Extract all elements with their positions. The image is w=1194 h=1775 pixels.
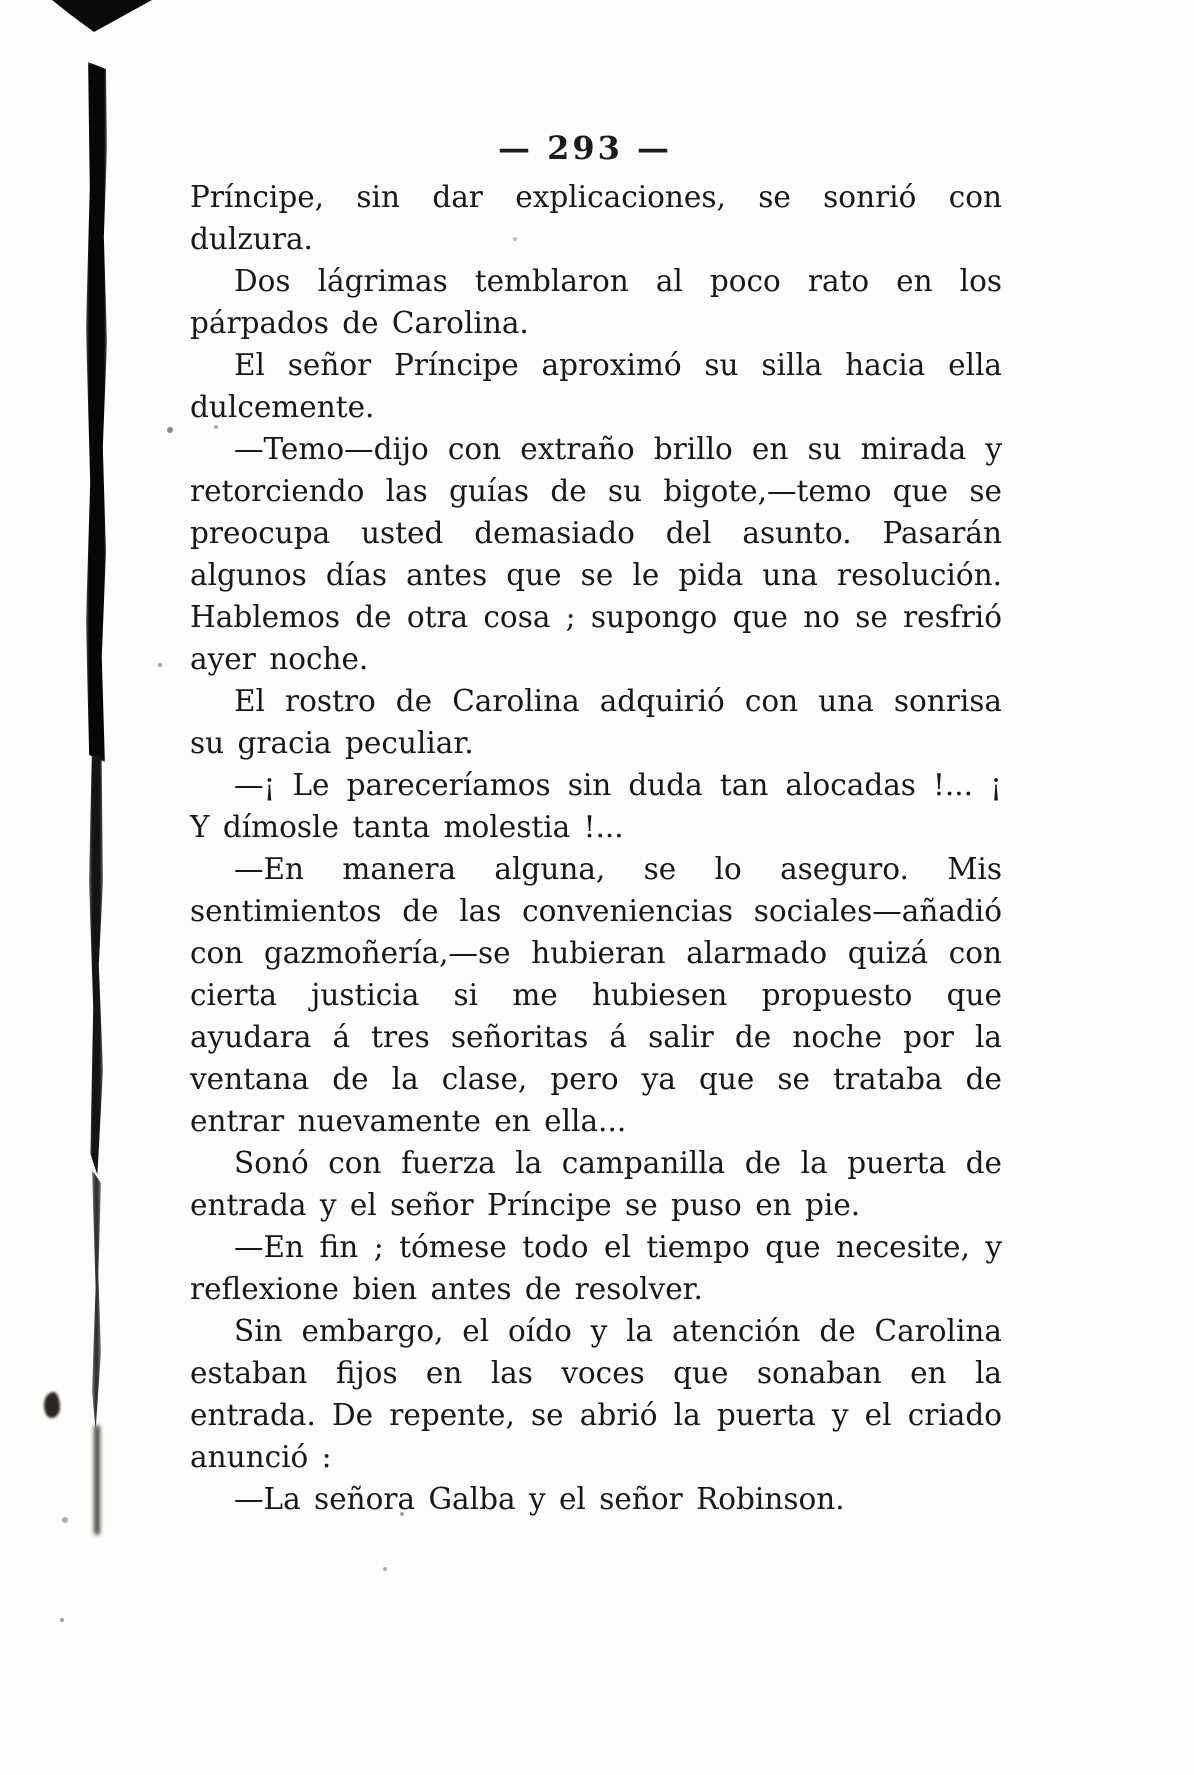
page-number: — 293 — [497, 129, 673, 167]
ink-blot [44, 1392, 60, 1418]
paragraph: —En fin ; tómese todo el tiempo que necesite, y reflexione bien antes de resolver. [190, 1230, 1002, 1306]
paragraph: Sin embargo, el oído y la atención de Carolina estaban fijos en las voces que sonaban en la entrada. De repente, se abrió la puerta y el criado anunció : [190, 1314, 1002, 1474]
paragraph: —La señora Galba y el señor Robinson. [234, 1482, 845, 1516]
paragraph: El rostro de Carolina adquirió con una sonrisa su gracia peculiar. [190, 684, 1002, 760]
text-block [190, 176, 1002, 1520]
paragraph: —En manera alguna, se lo aseguro. Mis sentimientos de las conveniencias sociales—añadió con gazmoñería,—se hubieran alarmado quizá con cierta justicia si me hubiesen propuesto que ayudara á tres señoritas á salir de noche por la ventana de la clase, pero ya que se trataba de entrar nuevamente en ella... [190, 852, 1002, 1138]
paragraph: —¡ Le pareceríamos sin duda tan alocadas !... ¡ Y dímosle tanta molestia !... [190, 768, 1002, 844]
paragraph: —Temo—dijo con extraño brillo en su mirada y retorciendo las guías de su bigote,—temo que se preocupa usted demasiado del asunto. Pasarán algunos días antes que se le pida una resolución. Hablemos de otra cosa ; supongo que no se resfrió ayer noche. [190, 432, 1002, 676]
scan-specks [0, 0, 4, 4]
binding-shadow [92, 1170, 101, 1430]
paragraph: Príncipe, sin dar explicaciones, se sonrió con dulzura. [190, 180, 1002, 256]
scan-corner-mark [52, 0, 152, 32]
paragraph: Dos lágrimas temblaron al poco rato en los párpados de Carolina. [190, 264, 1002, 340]
binding-shadow [94, 1425, 100, 1535]
paragraph: El señor Príncipe aproximó su silla hacia ella dulcemente. [190, 348, 1002, 424]
binding-shadow [86, 62, 107, 762]
binding-shadow [89, 755, 103, 1175]
paragraph: Sonó con fuerza la campanilla de la puerta de entrada y el señor Príncipe se puso en pie. [190, 1146, 1002, 1222]
